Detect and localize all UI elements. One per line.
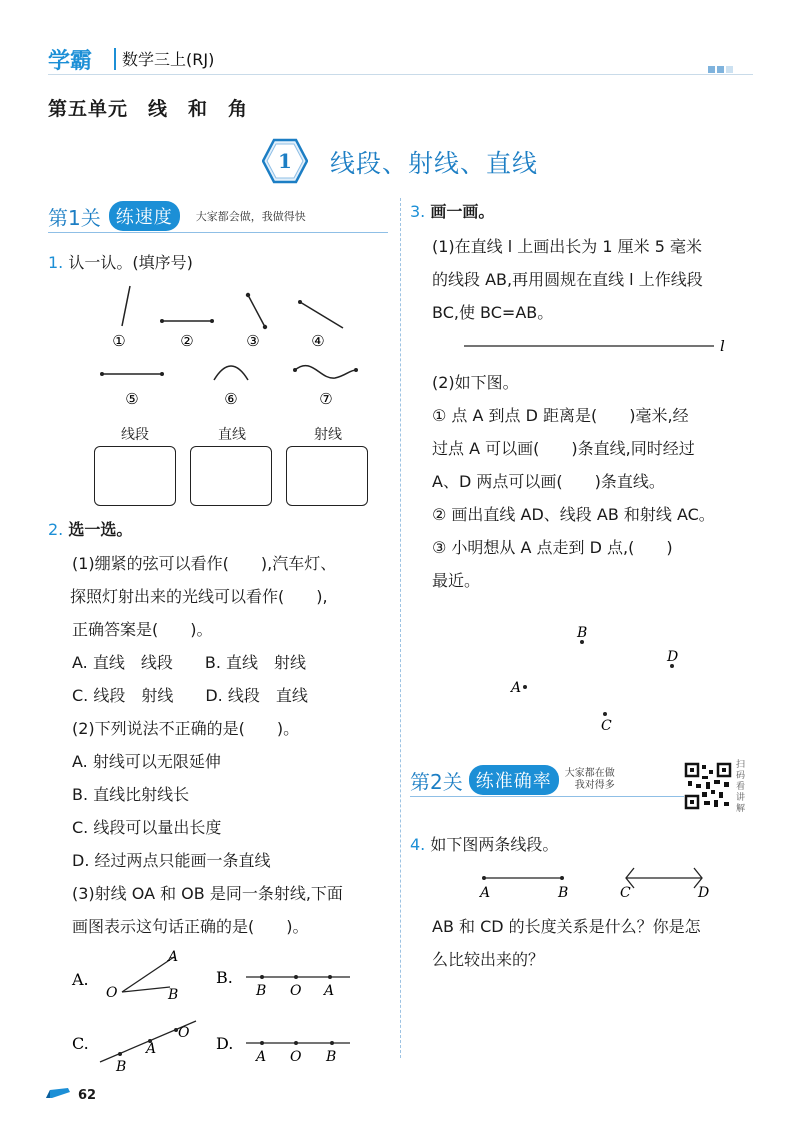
option-c-point-A: A (146, 1041, 157, 1057)
q2-ray-diagrams (70, 945, 390, 1075)
q4-point-B: B (558, 885, 569, 901)
option-c-label: C. (72, 1034, 89, 1053)
option-d-point-O: O (290, 1049, 302, 1065)
option-a-point-O: O (106, 985, 118, 1001)
q2-line: (1)绷紧的弦可以看作( ),汽车灯、 (72, 554, 337, 573)
option-a-label: A. (72, 970, 89, 989)
q2-title: 选一选。 (68, 520, 133, 539)
lesson-number: 1 (278, 149, 292, 173)
level1-header (48, 200, 388, 233)
answer-box-ray[interactable] (286, 446, 368, 506)
level1-label: 第1关 (48, 205, 101, 230)
q2-body (72, 547, 397, 943)
box-label-ray: 射线 (314, 427, 342, 443)
q3-line: ② 画出直线 AD、线段 AB 和射线 AC。 (432, 505, 715, 524)
q3-part1 (432, 230, 762, 329)
q2-line: 画图表示这句话正确的是( )。 (72, 917, 309, 936)
q2-line: 探照灯射出来的光线可以看作( ), (70, 587, 328, 606)
q4-point-A: A (480, 885, 491, 901)
point-A-label: A (511, 680, 522, 696)
figure-label-6: ⑥ (224, 390, 238, 408)
q2-option: C. 线段可以量出长度 (72, 818, 222, 837)
answer-box-line[interactable] (190, 446, 272, 506)
option-c-point-B: B (116, 1059, 127, 1075)
q3-title: 画一画。 (430, 202, 495, 221)
point-D-label: D (667, 649, 679, 665)
q1-number: 1. (48, 253, 64, 272)
q4-heading (410, 828, 558, 861)
book-title: 数学三上(RJ) (122, 50, 215, 69)
q2-heading (48, 513, 132, 546)
q4-point-D: D (698, 885, 710, 901)
pencil-icon (44, 1086, 74, 1100)
q2-line: (3)射线 OA 和 OB 是同一条射线,下面 (72, 884, 343, 903)
scan-hint: 扫码看讲解 (736, 760, 746, 814)
q3-number: 3. (410, 202, 426, 221)
q2-option: A. 直线 线段 B. 直线 射线 (72, 653, 306, 672)
level1-slogan: 大家都会做，我做得快 (195, 210, 306, 223)
q3-line: 过点 A 可以画( )条直线,同时经过 (432, 439, 695, 458)
column-divider (400, 198, 401, 1058)
level2-slogan-line2: 我对得多 (574, 780, 615, 791)
q2-number: 2. (48, 520, 64, 539)
option-b-label: B. (216, 968, 233, 987)
figure-label-3: ③ (246, 332, 260, 350)
q2-option: C. 线段 射线 D. 线段 直线 (72, 686, 308, 705)
q4-number: 4. (410, 835, 426, 854)
option-a-point-A: A (168, 949, 179, 965)
level1-rule (48, 232, 388, 233)
level2-label: 第2关 (410, 769, 463, 794)
level2-rule (410, 796, 685, 797)
option-a-point-B: B (168, 987, 179, 1003)
q3-points-figure[interactable] (500, 622, 700, 737)
q4-title: 如下图两条线段。 (430, 835, 559, 854)
q4-line: AB 和 CD 的长度关系是什么？你是怎 (432, 917, 701, 936)
option-d-point-A: A (256, 1049, 267, 1065)
option-d-label: D. (216, 1034, 234, 1053)
figure-label-7: ⑦ (319, 390, 333, 408)
unit-title: 第五单元 线 和 角 (48, 98, 249, 120)
box-label-line: 直线 (218, 427, 246, 443)
q1-heading (48, 246, 193, 279)
level2-slogan (565, 768, 615, 792)
lesson-number-hexagon (262, 138, 308, 184)
q1-text: 认一认。(填序号) (68, 253, 193, 272)
option-b-point-B: B (256, 983, 267, 999)
figure-label-4: ④ (311, 332, 325, 350)
header-rule (48, 74, 753, 75)
option-d-point-B: B (326, 1049, 337, 1065)
q3-line: 的线段 AB,再用圆规在直线 l 上作线段 (432, 270, 703, 289)
level2-slogan-line1: 大家都在做 (564, 768, 615, 779)
point-C-label: C (601, 718, 612, 734)
q3-line: A、D 两点可以画( )条直线。 (432, 472, 665, 491)
q3-line: (2)如下图。 (432, 373, 519, 392)
answer-box-segment[interactable] (94, 446, 176, 506)
level2-pill: 练准确率 (469, 765, 559, 795)
lesson-title: 线段、射线、直线 (330, 149, 539, 178)
q3-part2 (432, 366, 762, 597)
q2-option: B. 直线比射线长 (72, 785, 190, 804)
box-label-segment: 线段 (121, 427, 149, 443)
line-l-label: l (720, 337, 725, 355)
point-B-label: B (577, 625, 588, 641)
option-b-point-O: O (290, 983, 302, 999)
qr-code-icon[interactable] (684, 762, 732, 810)
q3-heading (410, 195, 494, 228)
brand-separator (114, 48, 116, 70)
q3-line: ① 点 A 到点 D 距离是( )毫米,经 (432, 406, 689, 425)
brand-logo: 学霸 (48, 49, 93, 74)
q2-option: D. 经过两点只能画一条直线 (72, 851, 271, 870)
line-l-drawing-area[interactable] (450, 332, 740, 358)
page-number: 62 (78, 1088, 97, 1103)
q3-line: (1)在直线 l 上画出长为 1 厘米 5 毫米 (432, 237, 702, 256)
q3-line: BC,使 BC=AB。 (432, 303, 554, 322)
q4-line: 么比较出来的？ (432, 950, 545, 969)
q2-line: 正确答案是( )。 (72, 620, 213, 639)
figure-label-5: ⑤ (125, 390, 139, 408)
level2-header (410, 764, 685, 797)
figure-label-2: ② (180, 332, 194, 350)
q4-point-C: C (620, 885, 631, 901)
q1-figures (90, 280, 390, 410)
option-c-point-O: O (178, 1025, 190, 1041)
q3-line: ③ 小明想从 A 点走到 D 点,( ) (432, 538, 673, 557)
q3-line: 最近。 (432, 571, 481, 590)
q2-line: (2)下列说法不正确的是( )。 (72, 719, 300, 738)
q2-option: A. 射线可以无限延伸 (72, 752, 221, 771)
figure-label-1: ① (112, 332, 126, 350)
option-b-point-A: A (324, 983, 335, 999)
q4-body (432, 910, 762, 976)
q4-segments-figure (470, 862, 730, 906)
level1-pill: 练速度 (109, 201, 180, 231)
